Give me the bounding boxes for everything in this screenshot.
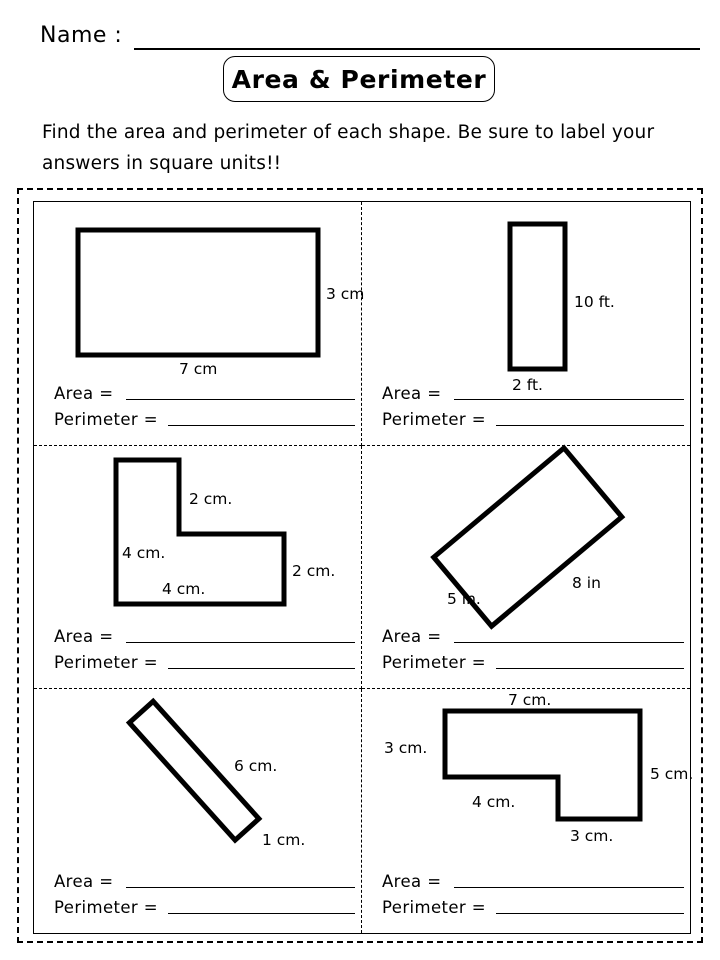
dim-label-4cm-bottom: 4 cm.	[162, 579, 206, 598]
problem-cell-2	[362, 202, 690, 446]
dim-label-2cm-inner: 2 cm.	[189, 489, 233, 508]
problem-cell-6	[362, 689, 694, 933]
perimeter-answer-row-6	[382, 891, 684, 917]
perimeter-label-6: Perimeter =	[382, 898, 486, 917]
area-answer-blank-4[interactable]	[454, 628, 684, 643]
perimeter-answer-blank-4[interactable]	[496, 654, 684, 669]
perimeter-answer-blank-2[interactable]	[496, 411, 684, 426]
perimeter-answer-row-5	[54, 891, 355, 917]
area-answer-blank-5[interactable]	[126, 873, 355, 888]
area-answer-row-3	[54, 620, 355, 646]
problem-cell-4	[362, 446, 690, 690]
perimeter-label-3: Perimeter =	[54, 653, 158, 673]
perimeter-answer-blank-6[interactable]	[496, 899, 684, 914]
perimeter-label-4: Perimeter =	[382, 653, 486, 673]
area-label-5: Area =	[54, 872, 114, 891]
area-label-3: Area =	[54, 627, 114, 647]
area-label-2: Area =	[382, 383, 442, 403]
dim-label-6cm: 6 cm.	[234, 757, 278, 776]
dim-label-3cm-bottom: 3 cm.	[570, 827, 614, 846]
name-field-row	[40, 18, 700, 50]
worksheet-title-box	[223, 56, 495, 102]
perimeter-label-2: Perimeter =	[382, 409, 486, 429]
area-answer-row-4	[382, 620, 684, 646]
answer-block-3	[54, 620, 355, 672]
answer-block-1	[54, 377, 355, 429]
dim-label-7cm-top: 7 cm.	[508, 691, 552, 710]
dim-label-2ft: 2 ft.	[512, 376, 543, 394]
dim-label-4cm-inner: 4 cm.	[472, 793, 516, 812]
area-answer-row-5	[54, 865, 355, 891]
answer-block-5	[54, 865, 355, 917]
perimeter-label-5: Perimeter =	[54, 898, 158, 917]
answer-block-4	[382, 620, 684, 672]
shape-rotated-rectangle-5x8	[362, 446, 690, 614]
problem-cell-1	[34, 202, 365, 446]
shape-rectangle-7x3	[34, 202, 365, 378]
area-answer-blank-1[interactable]	[126, 385, 355, 400]
area-answer-blank-3[interactable]	[126, 628, 355, 643]
perimeter-answer-row-2	[382, 403, 684, 429]
name-label: Name :	[40, 23, 123, 48]
area-answer-blank-2[interactable]	[454, 385, 684, 400]
page-title: Area & Perimeter	[231, 64, 487, 94]
dim-label-5cm-right: 5 cm.	[650, 765, 694, 784]
area-label-6: Area =	[382, 872, 442, 891]
dim-label-4cm-left: 4 cm.	[122, 543, 166, 562]
problem-grid	[33, 201, 694, 934]
dim-label-7cm: 7 cm	[179, 360, 218, 378]
shape-l-polygon-flag	[362, 689, 694, 857]
area-label-4: Area =	[382, 627, 442, 647]
dim-label-10ft: 10 ft.	[574, 293, 615, 311]
problem-cell-3	[34, 446, 362, 690]
dim-label-8in: 8 in	[572, 573, 601, 592]
dim-label-5in: 5 in.	[447, 589, 481, 608]
answer-block-6	[382, 865, 684, 917]
answer-block-2	[382, 377, 684, 429]
area-answer-row-6	[382, 865, 684, 891]
perimeter-answer-row-1	[54, 403, 355, 429]
worksheet-header	[0, 0, 720, 186]
dim-label-3cm: 3 cm	[326, 285, 365, 303]
dim-label-2cm-right: 2 cm.	[292, 561, 336, 580]
area-answer-row-2	[382, 377, 684, 403]
dim-label-3cm-left: 3 cm.	[384, 739, 428, 758]
perimeter-label-1: Perimeter =	[54, 409, 158, 429]
perimeter-answer-blank-3[interactable]	[168, 654, 355, 669]
area-answer-blank-6[interactable]	[454, 873, 684, 888]
area-answer-row-1	[54, 377, 355, 403]
perimeter-answer-blank-5[interactable]	[168, 899, 355, 914]
perimeter-answer-blank-1[interactable]	[168, 411, 355, 426]
name-input-blank[interactable]	[134, 28, 700, 50]
area-label-1: Area =	[54, 383, 114, 403]
shape-l-polygon	[34, 446, 361, 614]
problem-cell-5	[34, 689, 362, 933]
perimeter-answer-row-4	[382, 646, 684, 672]
perimeter-answer-row-3	[54, 646, 355, 672]
instructions-text: Find the area and perimeter of each shape. Be sure to label your answers in square units!!	[42, 122, 655, 174]
shape-rotated-thin-rectangle	[34, 689, 361, 857]
dim-label-1cm: 1 cm.	[262, 831, 306, 850]
problem-grid-outer-border	[17, 188, 703, 943]
